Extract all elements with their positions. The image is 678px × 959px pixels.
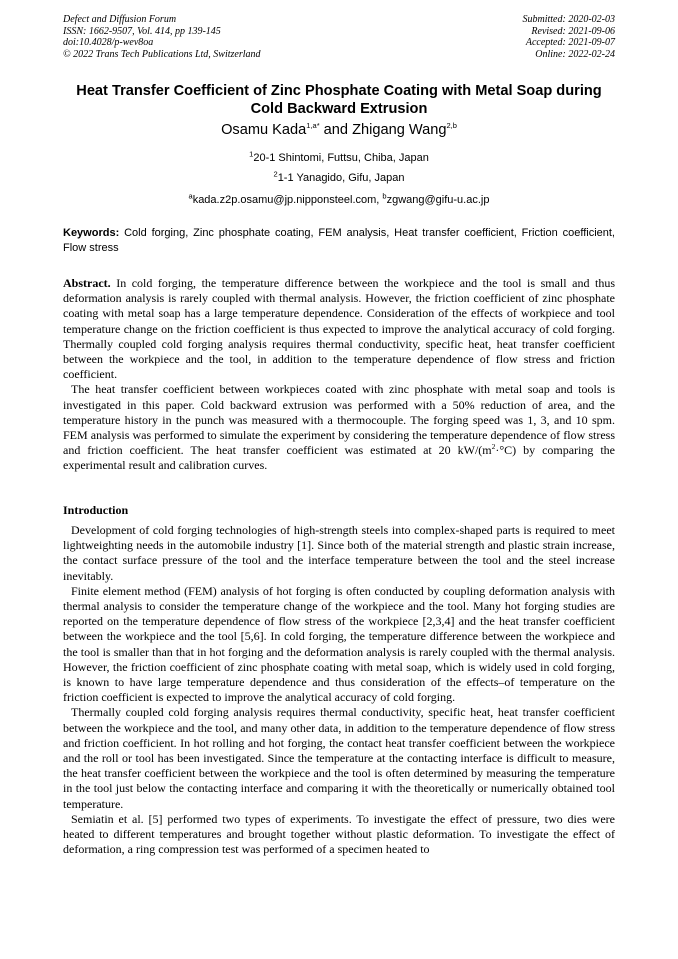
abstract-text-1: In cold forging, the temperature difference between the workpiece and the tool is small and thus deformation analysis is rarely coupled with thermal analysis. However, the friction coefficient of zinc phosphate coating with metal soap has a large temperature dependence. Consideration of the effects of workpiece and tool temperature change on the friction coefficient is thus expected to improve the analytical accuracy of cold forging. Thermally coupled cold forging analysis requires thermal conductivity, specific heat, heat transfer coefficient between the workpiece and the tool, in addition to the temperature dependence of flow stress and friction coefficient. <box>63 276 615 382</box>
issn-line: ISSN: 1662-9507, Vol. 414, pp 139-145 <box>63 25 221 37</box>
intro-paragraph-3: Thermally coupled cold forging analysis requires thermal conductivity, specific heat, heat transfer coefficient between the workpiece and the tool, and many other data, in addition to the temperature dependence of flow stress and friction coefficient. In hot rolling and hot forging, the contact heat transfer coefficient between the workpiece and the roll or tool has been investigated. Since the temperature at the contacting interface is difficult to measure, the heat transfer coefficient between the workpiece and the tool is often determined by measuring the temperature in the tool just below the contacting interface and comparing it with the theoretically or numerically obtained tool temperature. <box>63 705 615 811</box>
email-line <box>63 191 615 207</box>
paper-title: Heat Transfer Coefficient of Zinc Phosphate Coating with Metal Soap during Cold Backward Extrusion <box>76 83 602 117</box>
keywords-text: Cold forging, Zinc phosphate coating, FEM analysis, Heat transfer coefficient, Friction coefficient, Flow stress <box>63 227 615 254</box>
abstract <box>63 276 615 474</box>
affiliation-1-marker: 1 <box>249 149 254 159</box>
journal-name: Defect and Diffusion Forum <box>63 14 177 25</box>
copyright-line: © 2022 Trans Tech Publications Ltd, Switzerland <box>63 48 261 60</box>
keywords-label: Keywords: <box>63 227 120 239</box>
email-b: zgwang@gifu-u.ac.jp <box>386 194 490 206</box>
affiliation-2-text: 1-1 Yanagido, Gifu, Japan <box>277 172 405 184</box>
author-1-marker: 1,a* <box>306 121 320 131</box>
introduction-body <box>63 523 615 857</box>
accepted-date: Accepted: 2021-09-07 <box>525 37 615 48</box>
revised-date: Revised: 2021-09-06 <box>531 25 615 37</box>
abstract-label: Abstract. <box>63 276 111 290</box>
publication-dates <box>523 14 616 60</box>
keywords <box>63 226 615 256</box>
journal-info <box>63 14 261 60</box>
abstract-paragraph-1 <box>63 276 615 382</box>
email-a: kada.z2p.osamu@jp.nipponsteel.com, <box>192 194 383 206</box>
abstract-text-2a: The heat transfer coefficient between workpieces coated with zinc phosphate with metal soap and tools is investigated in this paper. Cold backward extrusion was performed with a 50% reduction of area, and the temperature history in the punch was measured with a thermocouple. The forging speed was 1, 3, and 10 spm. FEM analysis was performed to simulate the experiment by considering the temperature dependence of flow stress and friction coefficient. The heat transfer coefficient was estimated at 20 kW/(m <box>63 382 615 458</box>
intro-paragraph-4: Semiatin et al. [5] performed two types of experiments. To investigate the effect of pressure, two dies were heated to different temperatures and brought together without plastic deformation. To investigate the effect of deformation, a ring compression test was performed of a specimen heated to <box>63 811 615 857</box>
submitted-date: Submitted: 2020-02-03 <box>522 14 615 25</box>
affiliation-1-text: 20-1 Shintomi, Futtsu, Chiba, Japan <box>253 152 429 164</box>
author-2-marker: 2,b <box>446 121 457 131</box>
intro-paragraph-2: Finite element method (FEM) analysis of hot forging is often conducted by coupling deformation analysis with thermal analysis to consider the temperature change of the workpiece and the tool. Many hot forging studies are reported on the temperature dependence of flow stress of the workpiece [2,3,4] and the heat transfer coefficient between the workpiece and the tool [5,6]. In cold forging, the temperature difference between the workpiece and the tool is smaller than that in hot forging and the deformation analysis is rarely coupled with the thermal analysis. However, the friction coefficient of zinc phosphate coating with metal soap, which is widely used in cold forging, is known to have large temperature dependence and thus consideration of the effects–of temperature on the friction coefficient is expected to improve the analytical accuracy of cold forging. <box>63 583 615 705</box>
affiliation-2-marker: 2 <box>273 169 278 179</box>
abstract-superscript: 2 <box>491 442 496 452</box>
online-date: Online: 2022-02-24 <box>535 48 615 60</box>
abstract-text-2b: ·°C) by comparing the experimental result and calibration curves. <box>63 443 615 473</box>
email-a-marker: a <box>188 191 193 201</box>
affiliation-1 <box>63 149 615 165</box>
intro-paragraph-1: Development of cold forging technologies of high-strength steels into complex-shaped parts is required to meet lightweighting needs in the automobile industry [1]. Since both of the material strength and plastic strain increase, the contact surface pressure of the tool and the interface temperature between the tool and the steel increase inevitably. <box>63 523 615 583</box>
author-conjunction: and <box>319 122 353 138</box>
abstract-paragraph-2 <box>63 382 615 473</box>
doi-line: doi:10.4028/p-wev8oa <box>63 37 154 48</box>
author-2: Zhigang Wang <box>352 122 447 138</box>
email-b-marker: b <box>382 191 387 201</box>
author-line <box>63 121 615 139</box>
affiliation-2 <box>63 169 615 185</box>
author-1: Osamu Kada <box>221 122 307 138</box>
introduction-heading: Introduction <box>63 503 129 517</box>
